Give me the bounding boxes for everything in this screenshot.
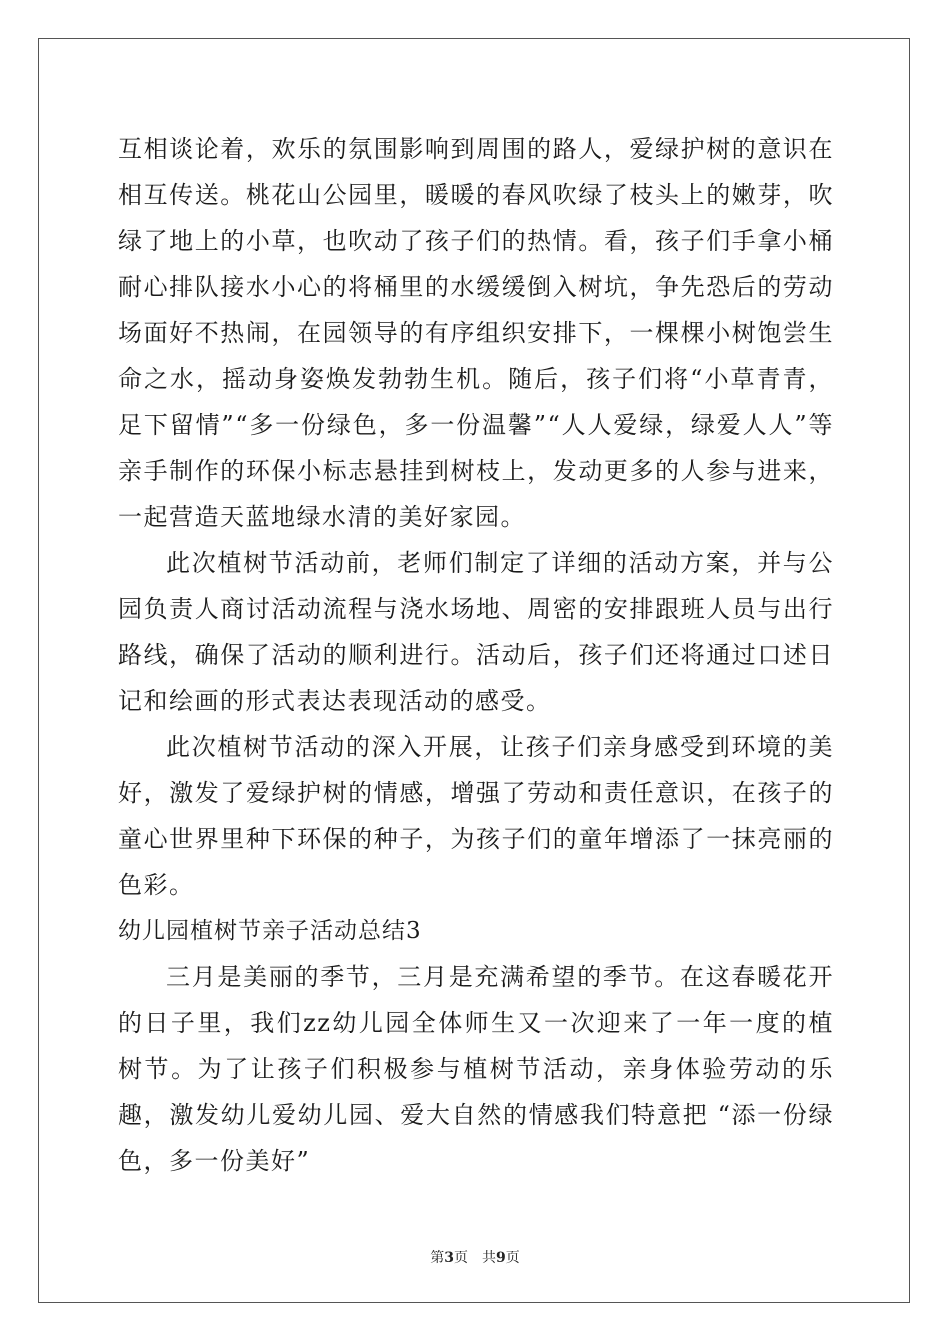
paragraph-preparation: 此次植树节活动前，老师们制定了详细的活动方案，并与公园负责人商讨活动流程与浇水场地、周密的安排跟班人员与出行路线，确保了活动的顺利进行。活动后，孩子们还将通过口述日记和绘画的形式表达表现活动的感受。 — [118, 549, 834, 715]
paragraph-intro-march: 三月是美丽的季节，三月是充满希望的季节。在这春暖花开的日子里，我们zz幼儿园全体师生又一次迎来了一年一度的植树节。为了让孩子们积极参与植树节活动，亲身体验劳动的乐趣，激发幼儿爱幼儿园、爱大自然的情感我们特意把 “添一份绿色，多一份美好” — [118, 963, 834, 1175]
page-number-footer — [0, 1247, 950, 1267]
paragraph-conclusion: 此次植树节活动的深入开展，让孩子们亲身感受到环境的美好，激发了爱绿护树的情感，增强了劳动和责任意识，在孩子的童心世界里种下环保的种子，为孩子们的童年增添了一抹亮丽的色彩。 — [118, 733, 834, 899]
footer-middle: 页 共 — [454, 1250, 496, 1266]
current-page-number: 3 — [444, 1250, 454, 1266]
total-page-count: 9 — [496, 1250, 506, 1266]
footer-prefix: 第 — [430, 1250, 445, 1266]
paragraph-continued: 互相谈论着，欢乐的氛围影响到周围的路人，爱绿护树的意识在相互传送。桃花山公园里，暖暖的春风吹绿了枝头上的嫩芽，吹绿了地上的小草，也吹动了孩子们的热情。看，孩子们手拿小桶耐心排队接水小心的将桶里的水缓缓倒入树坑，争先恐后的劳动场面好不热闹，在园领导的有序组织安排下，一棵棵小树饱尝生命之水，摇动身姿焕发勃勃生机。随后，孩子们将“小草青青，足下留情”“多一份绿色，多一份温馨”“人人爱绿，绿爱人人”等亲手制作的环保小标志悬挂到树枝上，发动更多的人参与进来，一起营造天蓝地绿水清的美好家园。 — [118, 135, 834, 531]
footer-suffix: 页 — [505, 1250, 520, 1266]
document-body — [118, 126, 834, 1184]
section-heading: 幼儿园植树节亲子活动总结3 — [118, 918, 422, 944]
